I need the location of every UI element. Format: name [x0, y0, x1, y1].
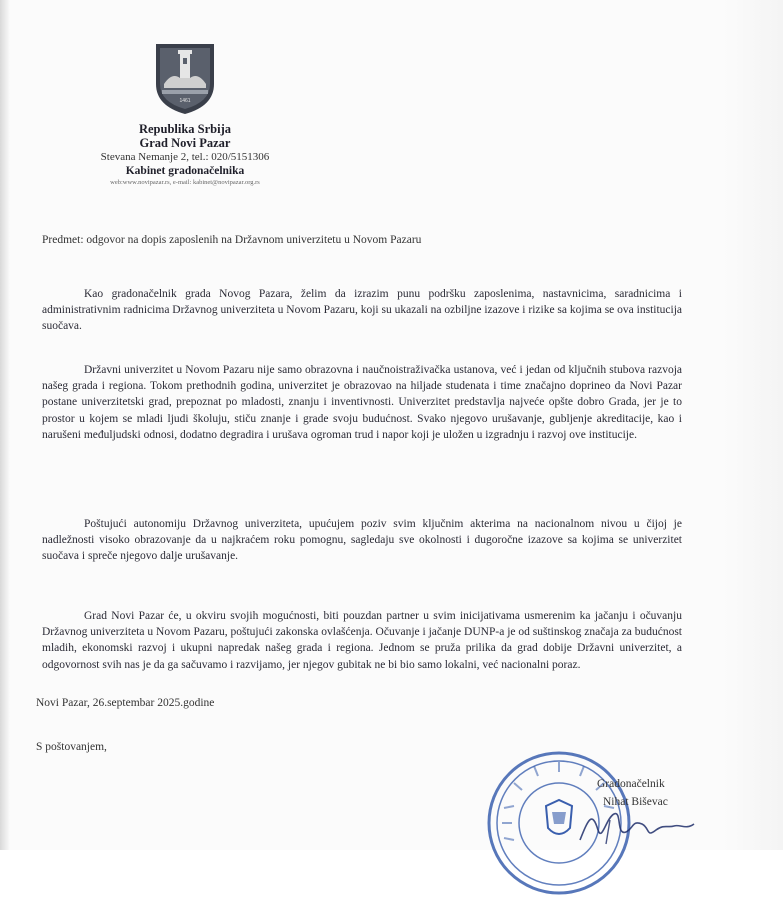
- header-office: Kabinet gradonačelnika: [125, 165, 245, 177]
- signatory-name: Nihat Biševac: [603, 796, 668, 808]
- date-line: Novi Pazar, 26.septembar 2025.godine: [36, 697, 215, 709]
- letter-subject: Predmet: odgovor na dopis zaposlenih na Državnom univerzitetu u Novom Pazaru: [42, 234, 422, 246]
- paragraph-3: Poštujući autonomiju Državnog univerziteta, upućujem poziv svim ključnim akterima na nacionalnom nivou u čijoj je nadležnosti visoko obrazovanje da u najkraćem roku pomognu, sagledaju sve okolnosti i dugoročne izazove sa kojima se univerzitet suočava i spreče njegovo dalje urušavanje.: [42, 518, 682, 563]
- paragraph-1: Kao gradonačelnik grada Novog Pazara, želim da izrazim punu podršku zaposlenima, nastavnicima, saradnicima i administrativnim radnicima Državnog univerziteta u Novom Pazaru, koji su ukazali na ozbiljne izazove i rizike sa kojima se ova institucija suočava.: [42, 288, 682, 333]
- handwritten-signature-icon: [570, 800, 700, 850]
- city-crest-icon: [152, 40, 218, 116]
- crest-year: 1461: [179, 98, 191, 104]
- letterhead: [60, 40, 310, 188]
- signatory-title: Gradonačelnik: [597, 778, 665, 790]
- paragraph-4: Grad Novi Pazar će, u okviru svojih mogućnosti, biti pouzdan partner u svim inicijativama usmerenim ka jačanju i očuvanju Državnog univerziteta u Novom Pazaru, poštujući zakonska ovlašćenja. Očuvanje i jačanje DUNP-a je od suštinskog značaja za budućnost mladih, ekonomski razvoj i ukupni napredak našeg grada i regiona. Jednom se pruža prilika da grad dobije Državni univerzitet, a odgovornost svih nas je da ga sačuvamo i razvijamo, jer njegov gubitak ne bi bio samo lokalni, već nacionalni poraz.: [42, 610, 682, 671]
- header-country: Republika Srbija: [138, 122, 232, 136]
- header-contact: web:www.novipazar.rs, e-mail: kabinet@novipazar.org.rs: [110, 179, 260, 186]
- scan-shadow-left: [0, 0, 10, 850]
- closing-salutation: S poštovanjem,: [36, 741, 107, 753]
- header-address: Stevana Nemanje 2, tel.: 020/5151306: [100, 151, 270, 163]
- scan-shadow-right: [723, 0, 783, 850]
- header-city: Grad Novi Pazar: [139, 136, 231, 150]
- paragraph-2: Državni univerzitet u Novom Pazaru nije samo obrazovna i naučnoistraživačka ustanova, već i jedan od ključnih stubova razvoja našeg grada i regiona. Tokom prethodnih godina, univerzitet je obrazovao na hiljade studenata i time značajno doprineo da Novi Pazar postane univerzitetski grad, prepoznat po mladosti, znanju i inventivnosti. Univerzitet predstavlja najveće opšte dobro Grada, jer je to prostor u kojem se mladi ljudi školuju, stiču znanje i grade svoju budućnost. Svako njegovo urušavanje, gubljenje akreditacije, kao i narušeni međuljudski odnosi, dodatno degradira i urušava ogroman trud i napor koji je uložen u izgradnju i razvoj ove institucije.: [42, 364, 682, 441]
